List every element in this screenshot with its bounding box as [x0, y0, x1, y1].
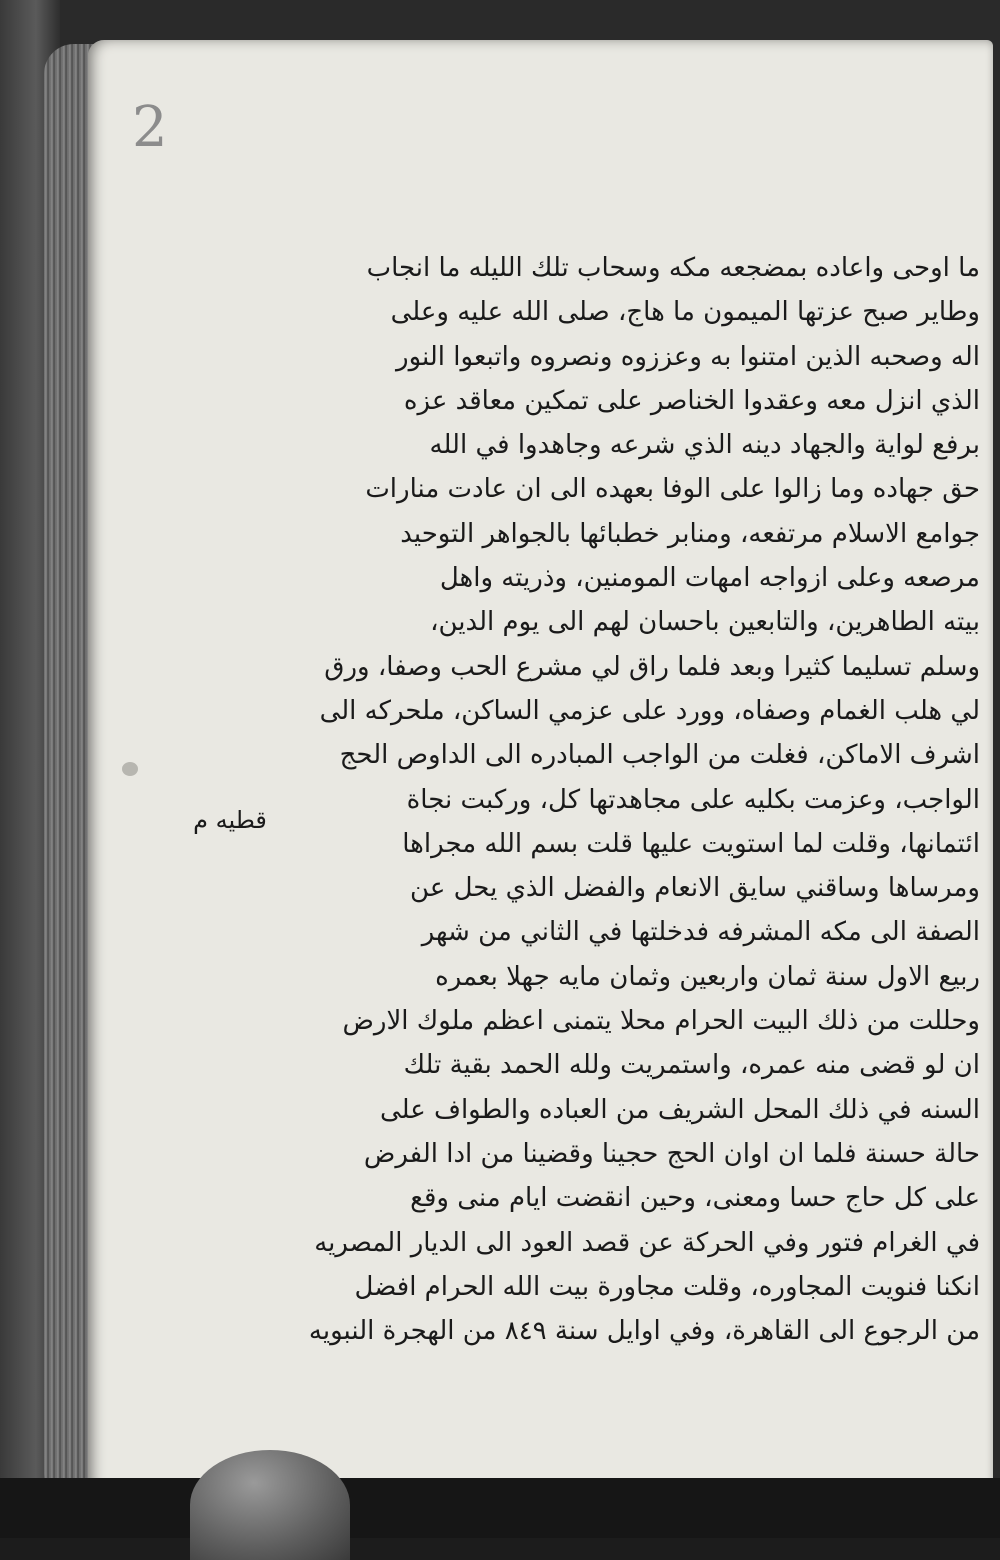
holder-thumb	[190, 1450, 350, 1560]
text-line: حق جهاده وما زالوا على الوفا بعهده الى ان عادت منارات	[365, 474, 980, 505]
text-line: ومرساها وساقني سايق الانعام والفضل الذي يحل عن	[410, 873, 980, 904]
text-line: وحللت من ذلك البيت الحرام محلا يتمنى اعظم ملوك الارض	[342, 1006, 980, 1037]
text-line: من الرجوع الى القاهرة، وفي اوايل سنة ٨٤٩ من الهجرة النبويه	[308, 1316, 980, 1347]
text-line: السنه في ذلك المحل الشريف من العباده والطواف على	[379, 1094, 980, 1125]
text-line: حالة حسنة فلما ان اوان الحج حجينا وقضينا من ادا الفرض	[363, 1138, 980, 1169]
text-line: على كل حاج حسا ومعنى، وحين انقضت ايام منى وقع	[410, 1183, 980, 1214]
page-number: 2	[132, 95, 168, 160]
text-line: اشرف الاماكن، فغلت من الواجب المبادره الى الداوص الحج	[339, 740, 980, 771]
text-line: الذي انزل معه وعقدوا الخناصر على تمكين معاقد عزه	[403, 385, 980, 416]
text-line: جوامع الاسلام مرتفعه، ومنابر خطبائها بالجواهر التوحيد	[400, 518, 980, 549]
text-line: ان لو قضى منه عمره، واستمريت ولله الحمد بقية تلك	[403, 1050, 980, 1081]
manuscript-text-block	[308, 246, 980, 1353]
margin-note: قطيه م	[193, 806, 267, 834]
text-line: اله وصحبه الذين امتنوا به وعززوه ونصروه واتبعوا النور	[396, 341, 980, 372]
text-line: برفع لواية والجهاد دينه الذي شرعه وجاهدوا في الله	[429, 430, 980, 461]
text-line: بيته الطاهرين، والتابعين باحسان لهم الى يوم الدين،	[430, 607, 980, 638]
text-line: ما اوحى واعاده بمضجعه مكه وسحاب تلك الليله ما انجاب	[366, 253, 980, 283]
paper-stain	[122, 762, 138, 776]
text-line: الصفة الى مكه المشرفه فدخلتها في الثاني من شهر	[421, 917, 980, 948]
text-line: ائتمانها، وقلت لما استويت عليها قلت بسم الله مجراها	[402, 828, 980, 859]
text-line: وسلم تسليما كثيرا وبعد فلما راق لي مشرع الحب وصفا، ورق	[324, 651, 980, 682]
text-line: انكنا فنويت المجاوره، وقلت مجاورة بيت الله الحرام افضل	[354, 1271, 980, 1302]
text-line: وطاير صبح عزتها الميمون ما هاج، صلى الله عليه وعلى	[390, 297, 980, 328]
text-line: ربيع الاول سنة ثمان واربعين وثمان مايه جهلا بعمره	[435, 961, 980, 992]
bottom-shadow	[0, 1478, 1000, 1538]
text-line: مرصعه وعلى ازواجه امهات المومنين، وذريته واهل	[439, 563, 980, 594]
text-line: في الغرام فتور وفي الحركة عن قصد العود الى الديار المصريه	[314, 1227, 980, 1258]
text-line: لي هلب الغمام وصفاه، وورد على عزمي الساكن، ملحركه الى	[319, 695, 980, 726]
text-line: الواجب، وعزمت بكليه على مجاهدتها كل، وركبت نجاة	[406, 784, 980, 815]
